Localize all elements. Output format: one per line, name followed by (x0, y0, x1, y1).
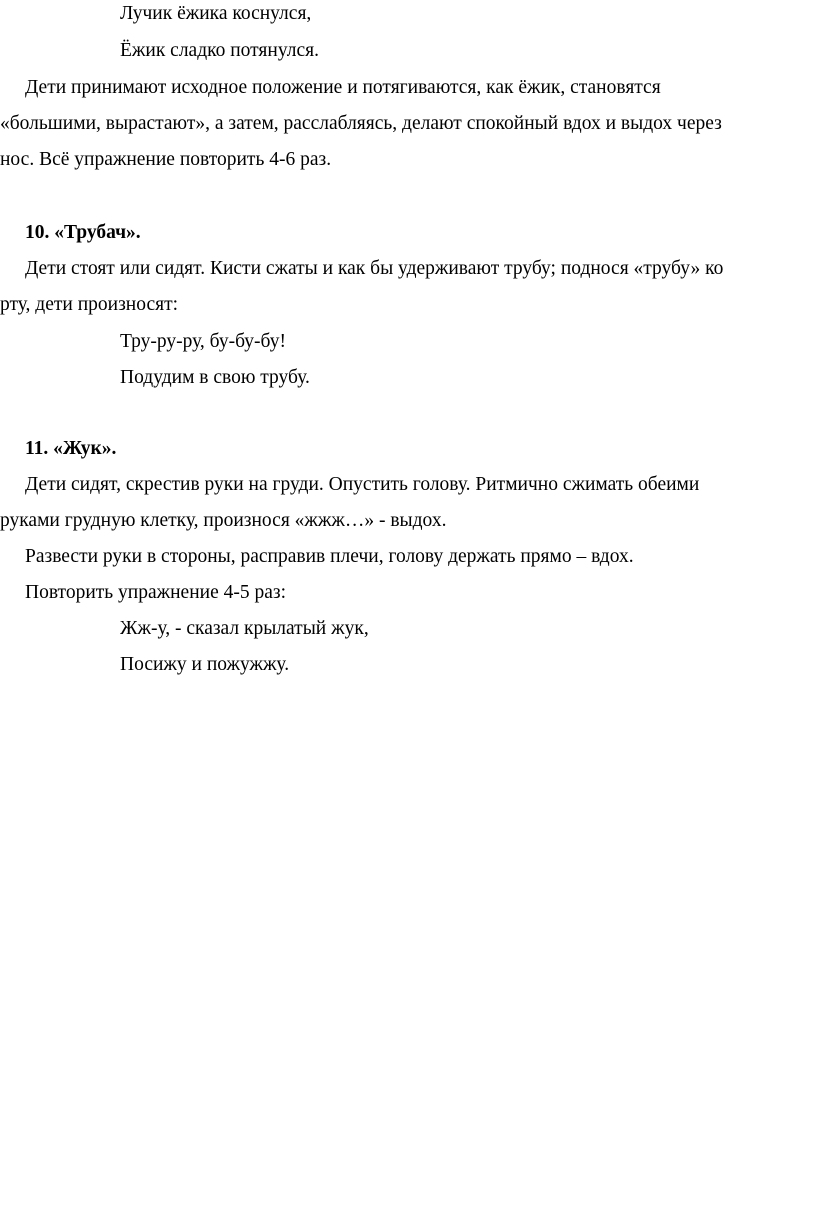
poem-line: Ёжик сладко потянулся. (120, 40, 319, 61)
poem-line: Посижу и пожужжу. (120, 654, 290, 675)
poem-line: Жж-у, - сказал крылатый жук, (120, 618, 369, 639)
paragraph-line: Дети принимают исходное положение и потягиваются, как ёжик, становятся (25, 77, 661, 98)
poem-line: Тру-ру-ру, бу-бу-бу! (120, 331, 286, 352)
section-heading: 10. «Трубач». (25, 222, 141, 243)
paragraph-line: Повторить упражнение 4-5 раз: (25, 582, 286, 603)
paragraph-line: рту, дети произносят: (0, 294, 179, 315)
paragraph-line: Дети сидят, скрестив руки на груди. Опустить голову. Ритмично сжимать обеими (25, 474, 700, 495)
paragraph-line: нос. Всё упражнение повторить 4-6 раз. (0, 149, 332, 170)
paragraph-line: «большими, вырастают», а затем, расслабляясь, делают спокойный вдох и выдох через (0, 113, 722, 134)
paragraph-line: Развести руки в стороны, расправив плечи, голову держать прямо – вдох. (25, 546, 634, 567)
section-heading: 11. «Жук». (25, 438, 117, 459)
poem-line: Подудим в свою трубу. (120, 367, 310, 388)
poem-line: Лучик ёжика коснулся, (120, 3, 312, 24)
paragraph-line: Дети стоят или сидят. Кисти сжаты и как бы удерживают трубу; поднося «трубу» ко (25, 258, 724, 279)
paragraph-line: руками грудную клетку, произнося «жжж…» - выдох. (0, 510, 447, 531)
